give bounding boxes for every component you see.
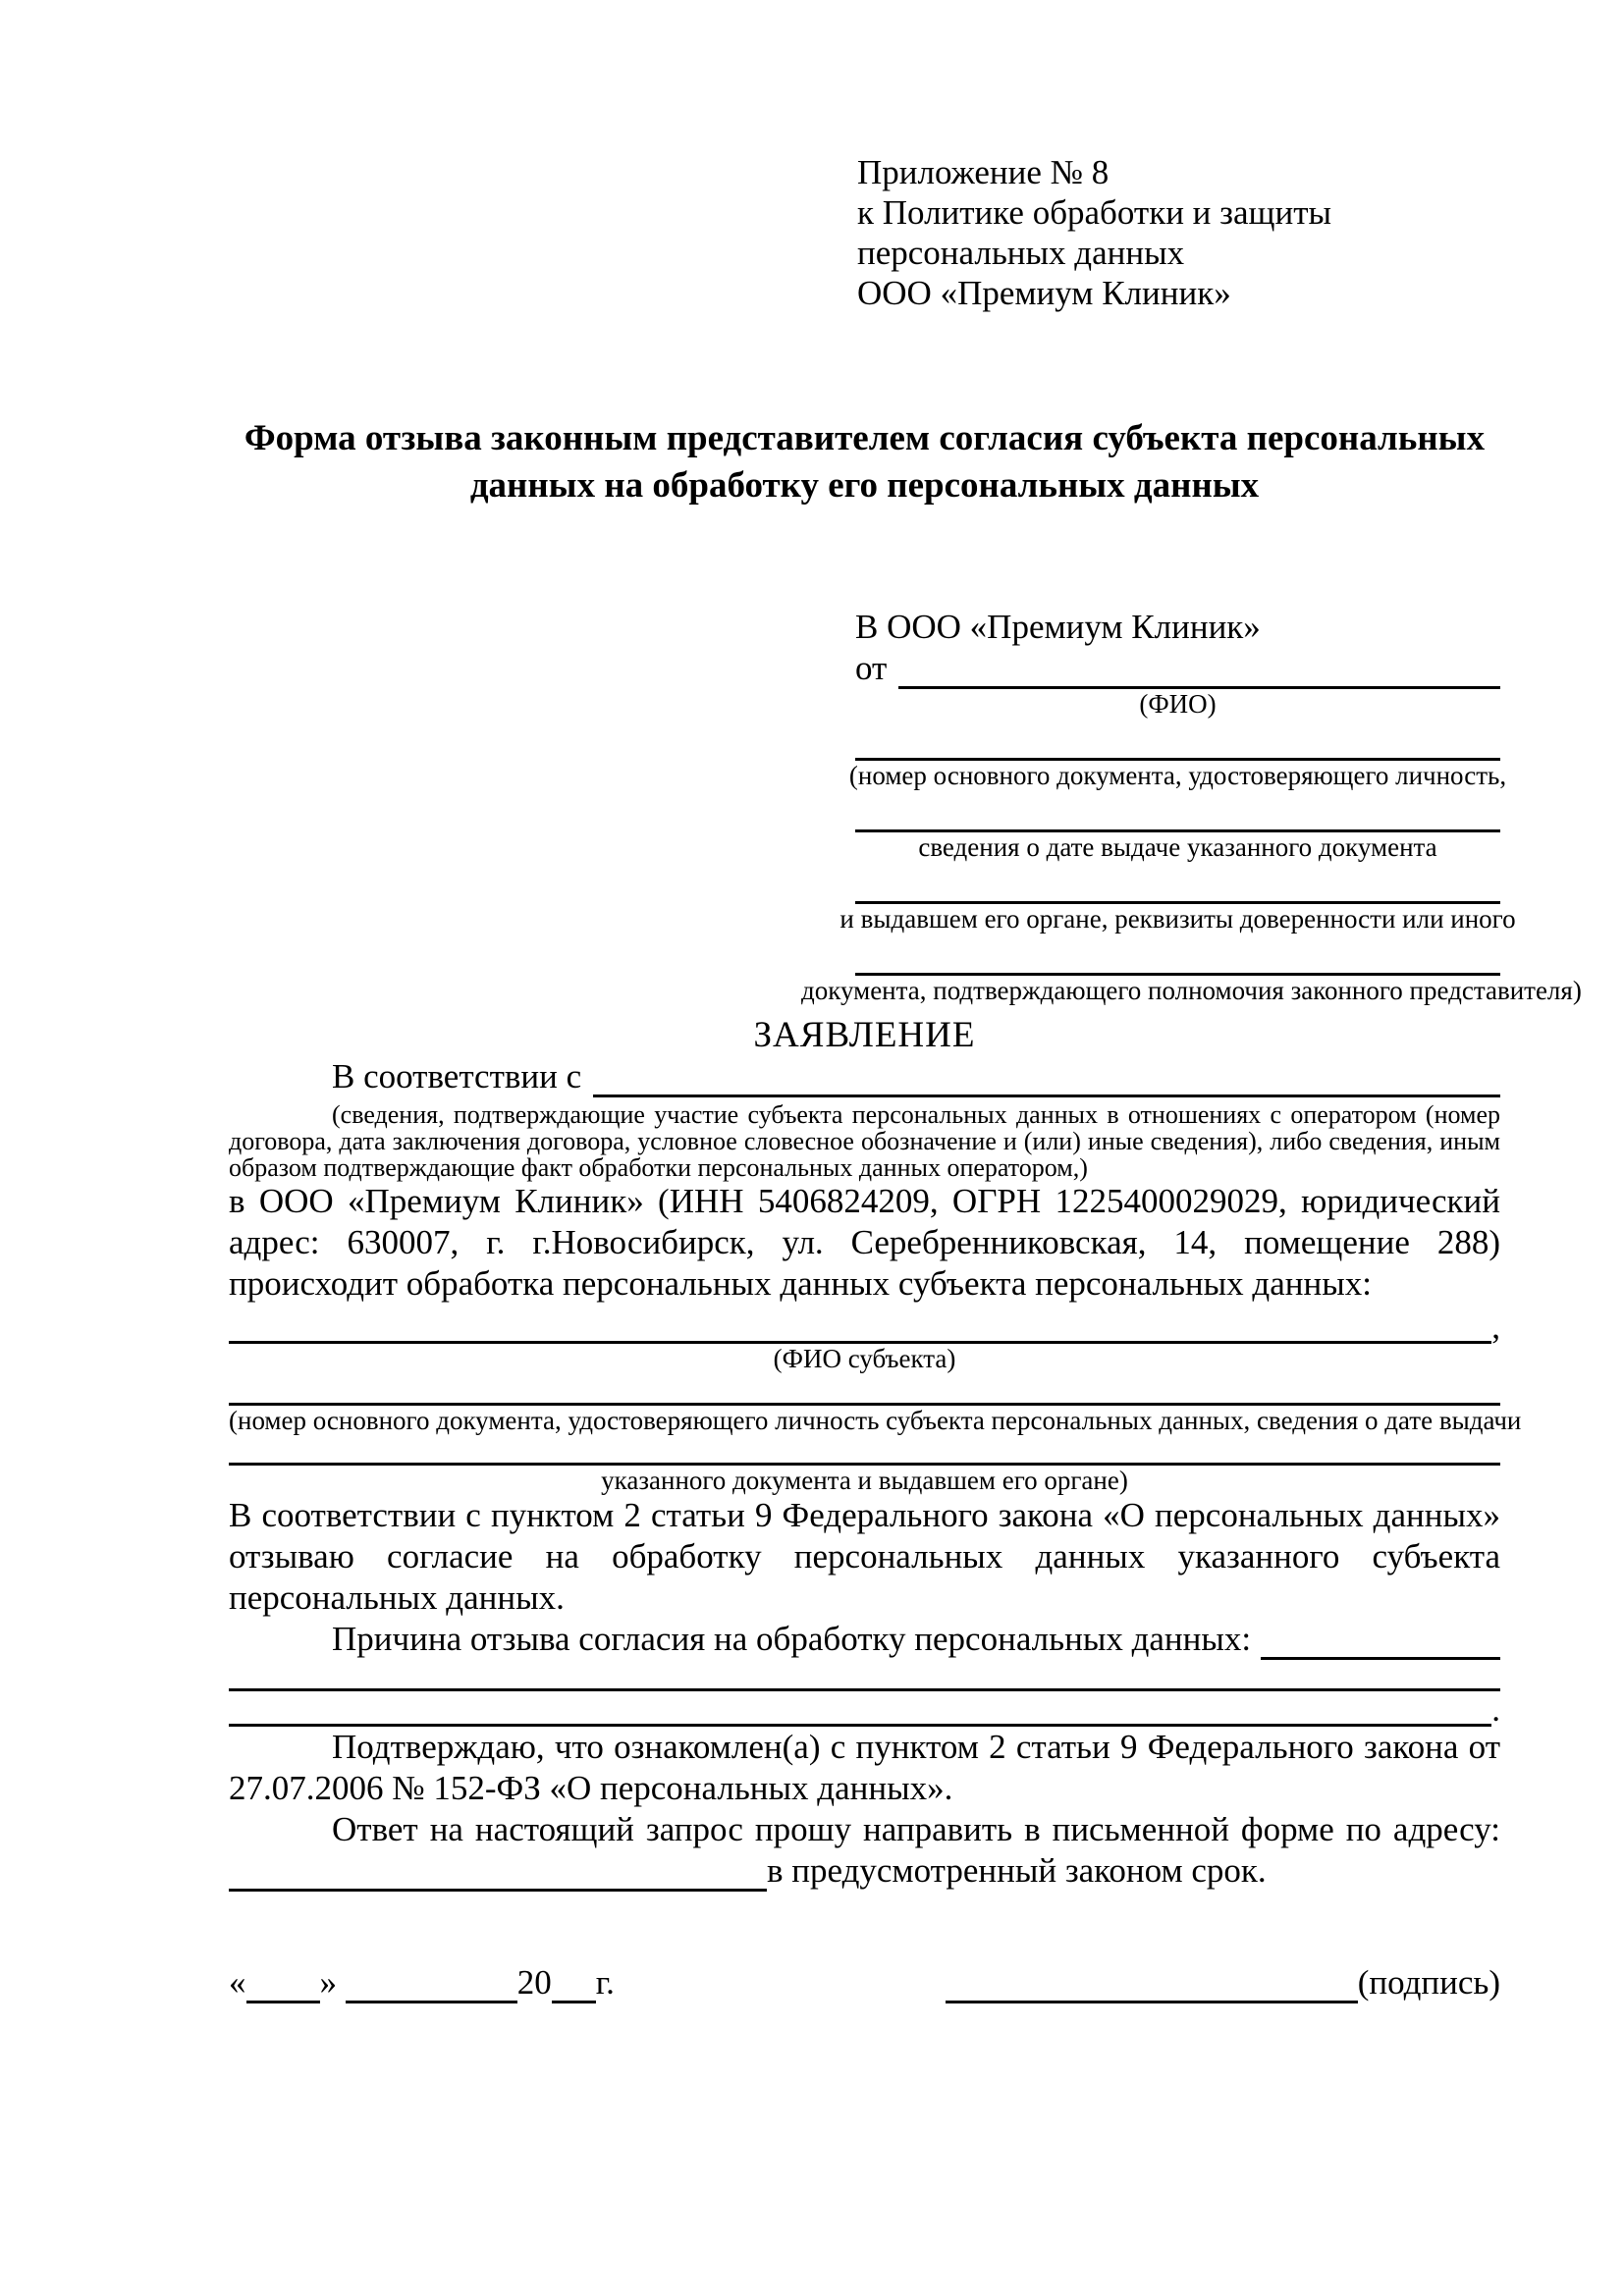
date-year-suffix: г. [595,1963,615,2002]
appendix-line: к Политике обработки и защиты [857,193,1332,232]
doc-caption-3: и выдавшем его органе, реквизиты доверенности или иного [839,904,1516,934]
addressee-to: В ООО «Премиум Клиник» [855,608,1261,646]
doc-caption-1: (номер основного документа, удостоверяющего личность, [848,761,1507,790]
date-year-prefix: 20 [516,1963,552,2002]
signature-blank-field[interactable] [946,1969,1358,2003]
subject-fio-caption: (ФИО субъекта) [773,1344,956,1373]
date-close-quote: » [319,1963,337,2002]
appendix-line: ООО «Премиум Клиник» [857,274,1231,312]
reply-address-row [229,1850,1500,1892]
date-day-blank-field[interactable] [246,1969,320,2003]
confirmation-paragraph: Подтверждаю, что ознакомлен(а) с пунктом 2 статьи 9 Федерального закона от 27.07.2006 № 152-ФЗ «О персональных данных». [229,1728,1500,1807]
withdrawal-paragraph: В соответствии с пунктом 2 статьи 9 Федерального закона «О персональных данных» отзываю согласие на обработку персональных данных указанного субъекта персональных данных. [229,1496,1500,1617]
subject-fio-row [229,1308,1500,1344]
trailing-period: . [1491,1690,1500,1729]
reply-suffix: в предусмотренный законом срок. [767,1851,1267,1890]
date-year-blank-field[interactable] [552,1969,596,2003]
operator-paragraph: в ООО «Премиум Клиник» (ИНН 5406824209, ОГРН 1225400029029, юридический адрес: 630007, г. г.Новосибирск, ул. Серебренниковская, 14, помещение 288) происходит обработка персональных данных субъекта персональных данных: [229,1182,1500,1303]
appendix-line: Приложение № 8 [857,153,1110,191]
subject-doc-caption-2: указанного документа и выдавшем его органе) [601,1466,1128,1495]
reply-paragraph: Ответ на настоящий запрос прошу направить в письменной форме по адресу: [332,1810,1500,1848]
accordance-row [229,1056,1500,1097]
accordance-prefix: В соответствии с [332,1057,582,1095]
reply-address-blank-field[interactable] [229,1856,767,1892]
reason-blank-field[interactable] [1261,1657,1500,1660]
doc-caption-4: документа, подтверждающего полномочия законного представителя) [801,976,1582,1005]
date-open-quote: « [229,1963,246,2002]
addressee-block [801,607,1582,1005]
reason-label: Причина отзыва согласия на обработку персональных данных: [332,1620,1252,1658]
subject-fio-blank-field[interactable] [229,1308,1491,1344]
date-line [229,1962,615,2003]
reason-row-last [229,1691,1500,1727]
signature-line [946,1962,1500,2003]
accordance-note: (сведения, подтверждающие участие субъекта персональных данных в отношениях с оператором (номер договора, дата заключения договора, условное словесное обозначение и (или) иные сведения), либо сведения, иным образом подтверждающие факт обработки персональных данных оператором,) [229,1100,1500,1182]
reason-blank-field-line-3[interactable] [229,1691,1491,1727]
doc-caption-2: сведения о дате выдаче указанного документа [918,832,1437,862]
date-month-blank-field[interactable] [346,1969,517,2003]
fio-caption: (ФИО) [1139,689,1217,719]
appendix-block [857,152,1500,313]
reason-row [229,1619,1500,1660]
from-label: от [855,649,888,687]
page-title: Форма отзыва законным представителем согласия субъекта персональных данных на обработку его персональных данных [244,418,1486,506]
statement-heading: ЗАЯВЛЕНИЕ [753,1015,976,1055]
subject-doc-caption-1: (номер основного документа, удостоверяющего личность субъекта персональных данных, сведения о дате выдачи [229,1406,1522,1435]
footer-row [229,1962,1500,2003]
trailing-comma: , [1491,1308,1500,1346]
appendix-line: персональных данных [857,234,1185,272]
accordance-basis-blank-field[interactable] [593,1095,1500,1097]
signature-caption: (подпись) [1357,1963,1500,2002]
from-row [855,648,1500,689]
